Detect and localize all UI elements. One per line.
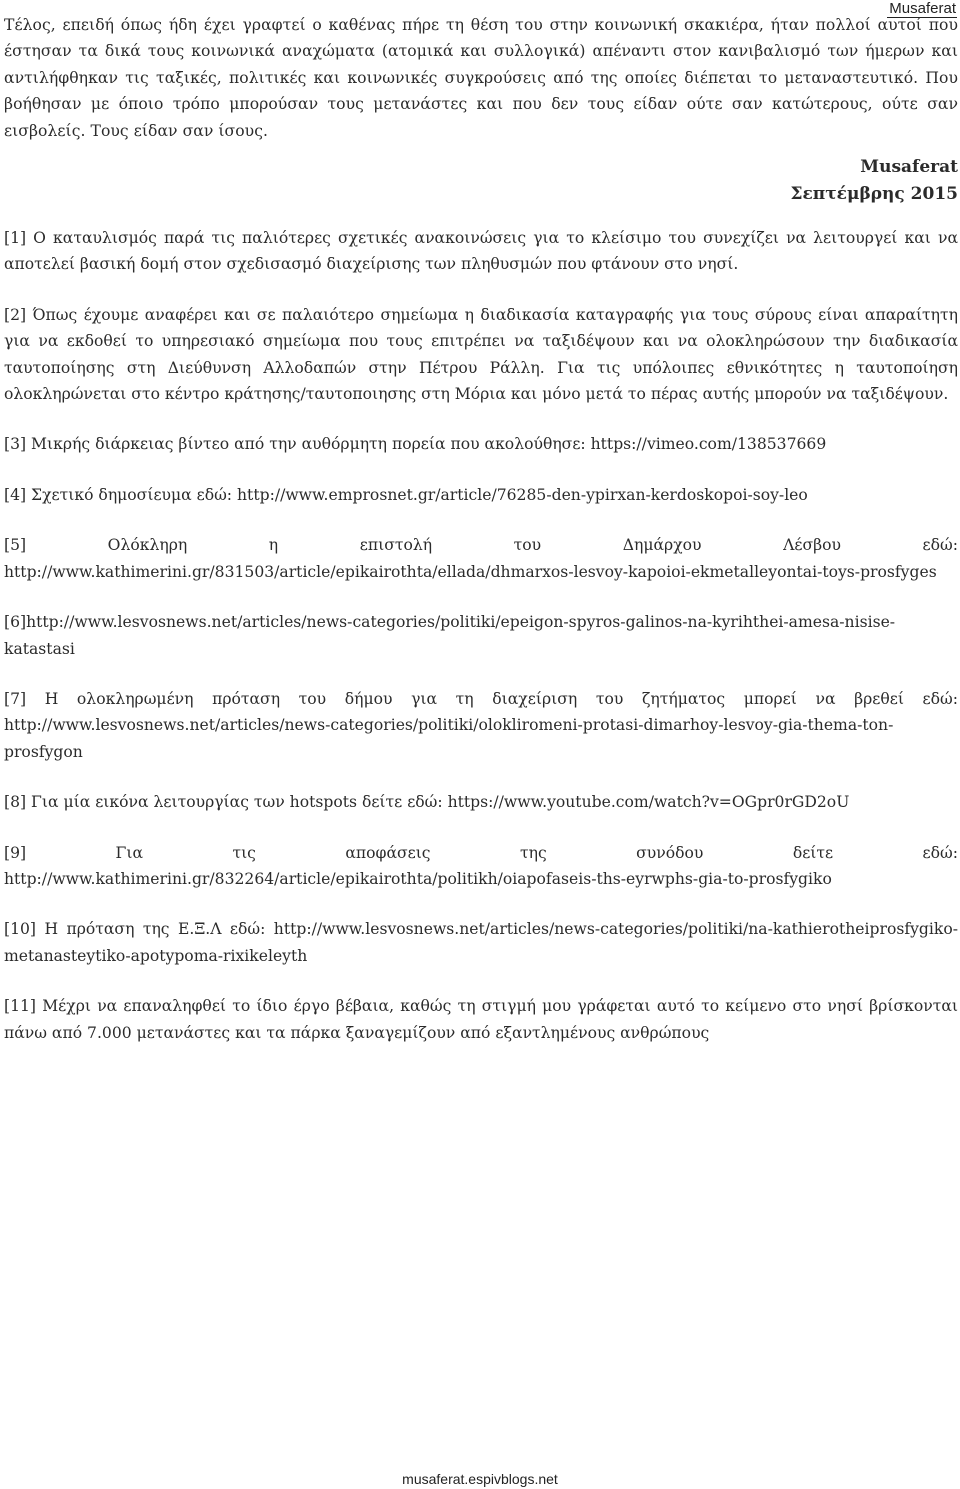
footnote-4[interactable]: [4] Σχετικό δημοσίευμα εδώ: http://www.emprosnet.gr/article/76285-den-ypirxan-kerdoskopoi-soy-leo [4, 485, 808, 504]
footnote-9[interactable]: [9] Για τις αποφάσεις της συνόδου δείτε εδώ: http://www.kathimerini.gr/832264/article/epikairothta/politikh/oiapofaseis-ths-eyrwphs-gia-to-prosfygiko [4, 843, 958, 888]
footnote-3[interactable]: [3] Μικρής διάρκειας βίντεο από την αυθόρμητη πορεία που ακολούθησε: https://vimeo.com/138537669 [4, 435, 827, 454]
footnote-6[interactable]: [6]http://www.lesvosnews.net/articles/news-categories/politiki/epeigon-spyros-galinos-na-kyrihthei-amesa-nisise-katastasi [4, 613, 896, 658]
footnote-10[interactable]: [10] Η πρόταση της Ε.Ξ.Λ εδώ: http://www.lesvosnews.net/articles/news-categories/politiki/na-kathierotheiprosfygiko-metanasteytiko-apotypoma-rixikeleyth [4, 920, 958, 965]
signature-block [4, 154, 958, 208]
intro-paragraph: Τέλος, επειδή όπως ήδη έχει γραφτεί ο καθένας πήρε τη θέση του στην κοινωνική σκακιέρα, ήταν πολλοί αυτοί που έστησαν τα δικά τους κοινωνικά αναχώματα (ατομικά και συλλογικά) απέναντι στον κανιβαλισμό των ήμερων και αντιλήφθηκαν τις ταξικές, πολιτικές και κοινωνικές συγκρούσεις από της οποίες διέπεται το μεταναστευτικό. Που βοήθησαν με όποιο τρόπο μπορούσαν τους μετανάστες και που δεν τους είδαν ούτε σαν κατώτερους, ούτε σαν εισβολείς. Τους είδαν σαν ίσους. [4, 16, 958, 140]
signature-date: Σεπτέμβρης 2015 [790, 184, 958, 205]
footnote-7[interactable]: [7] Η ολοκληρωμένη πρόταση του δήμου για τη διαχείριση του ζητήματος μπορεί να βρεθεί εδώ: http://www.lesvosnews.net/articles/news-categories/politiki/olokliromeni-protasi-dimarhoy-lesvoy-gia-thema-ton-prosfygon [4, 689, 958, 761]
footnote-2: [2] Όπως έχουμε αναφέρει και σε παλαιότερο σημείωμα η διαδικασία καταγραφής για τους σύρους είναι απαραίτητη για να εκδοθεί το υπηρεσιακό σημείωμα που τους επιτρέπει να ταξιδέψουν και να ολοκληρώσουν την διαδικασία ταυτοποίησης στη Διεύθυνση Αλλοδαπών στην Πέτρου Ράλλη. Για τις υπόλοιπες εθνικότητες η ταυτοποίηση ολοκληρώνεται στο κέντρο κράτησης/ταυτοποιησης στη Μόρια και μόνο μετά το πέρας αυτής μπορούν να ταξιδέψουν. [4, 305, 958, 404]
footnote-8[interactable]: [8] Για μία εικόνα λειτουργίας των hotspots δείτε εδώ: https://www.youtube.com/watch?v=OGpr0rGD2oU [4, 793, 850, 812]
footnotes-list [4, 225, 958, 1046]
header-blog-name: Musaferat [889, 0, 956, 17]
footer-site-url[interactable]: musaferat.espivblogs.net [402, 1471, 558, 1487]
footnote-1: [1] Ο καταυλισμός παρά τις παλιότερες σχετικές ανακοινώσεις για το κλείσιμο του συνεχίζει να λειτουργεί και να αποτελεί βασική δομή στον σχεδισασμό διαχείρισης των πληθυσμών που φτάνουν στο νησί. [4, 229, 958, 274]
footnote-11: [11] Μέχρι να επαναληφθεί το ίδιο έργο βέβαια, καθώς τη στιγμή μου γράφεται αυτό το κείμενο στο νησί βρίσκονται πάνω από 7.000 μετανάστες και τα πάρκα ξαναγεμίζουν από εξαντλημένους ανθρώπους [4, 997, 958, 1042]
footnote-5[interactable]: [5] Ολόκληρη η επιστολή του Δημάρχου Λέσβου εδώ: http://www.kathimerini.gr/831503/article/epikairothta/ellada/dhmarxos-lesvoy-kapoioi-ekmetalleyontai-toys-prosfyges [4, 536, 958, 581]
document-page [4, 12, 958, 1070]
signature-author: Musaferat [860, 157, 958, 178]
